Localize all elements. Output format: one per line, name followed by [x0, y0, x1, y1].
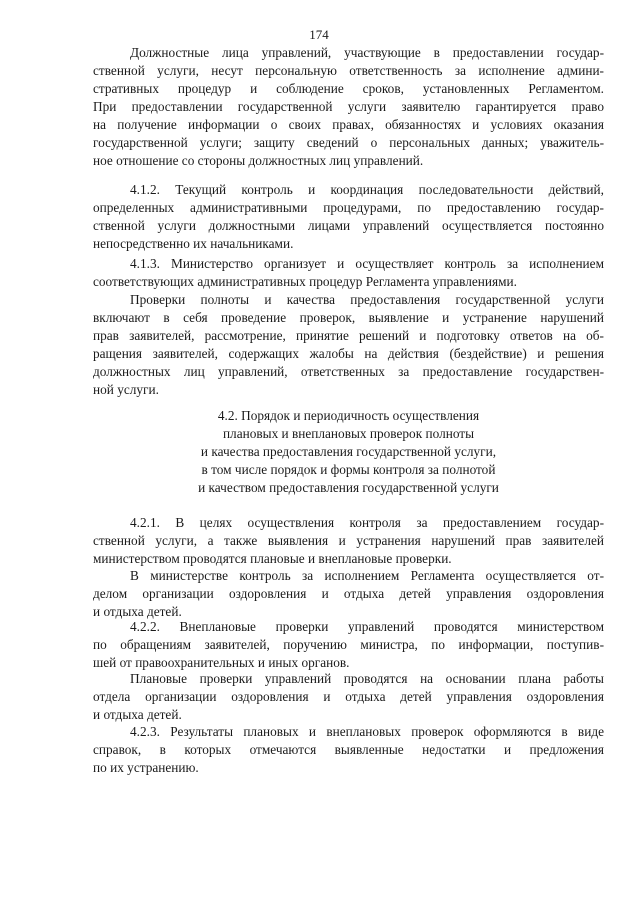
text-line: и отдыха детей. [93, 707, 182, 722]
text-line: должностных лиц управлений, ответственных за предоставление государствен- [93, 364, 604, 379]
text-line: государственной услуги; защиту сведений о персональных данных; уважитель- [93, 135, 604, 150]
text-line: по их устранению. [93, 760, 199, 775]
paragraph-4-2-3 [93, 723, 604, 777]
page-number: 174 [309, 27, 329, 42]
paragraph-4-2-2 [93, 618, 604, 672]
text-line: прав заявителей, рассмотрение, принятие решений и подготовку ответов на об- [93, 328, 604, 343]
paragraph-4-1-3 [93, 255, 604, 291]
text-line: соответствующих административных процедур Регламента управлениями. [93, 274, 517, 289]
heading-line: плановых и внеплановых проверок полноты [222, 426, 475, 441]
text-line: и отдыха детей. [93, 604, 182, 619]
text-line: 4.2.1. В целях осуществления контроля за предоставлением государ- [130, 515, 604, 530]
heading-line: 4.2. Порядок и периодичность осуществления [217, 408, 480, 423]
heading-line: и качества предоставления государственной услуги, [200, 444, 497, 459]
text-line: Должностные лица управлений, участвующие в предоставлении государ- [130, 45, 604, 60]
paragraph-4-1-2 [93, 181, 604, 253]
text-line: делом организации оздоровления и отдыха детей управления оздоровления [93, 586, 604, 601]
text-line: 4.2.3. Результаты плановых и внеплановых проверок оформляются в виде [130, 724, 604, 739]
text-line: Плановые проверки управлений проводятся на основании плана работы [130, 671, 604, 686]
section-heading-4-2 [93, 407, 604, 497]
text-line: В министерстве контроль за исполнением Регламента осуществляется от- [130, 568, 604, 583]
text-line: ное отношение со стороны должностных лиц управлений. [93, 153, 424, 168]
text-line: ращения заявителей, содержащих жалобы на действия (бездействие) и решения [93, 346, 604, 361]
text-line: 4.1.3. Министерство организует и осуществляет контроль за исполнением [130, 256, 604, 271]
text-line: отдела организации оздоровления и отдыха детей управления оздоровления [93, 689, 604, 704]
text-line: определенных административными процедурами, по предоставлению государ- [93, 200, 604, 215]
paragraph-officials-responsibility [93, 44, 604, 170]
text-line: министерством проводятся плановые и внеплановые проверки. [93, 551, 452, 566]
text-line: 4.1.2. Текущий контроль и координация последовательности действий, [130, 182, 604, 197]
text-line: Проверки полноты и качества предоставления государственной услуги [130, 292, 604, 307]
text-line: на получение информации о своих правах, обязанностях и условиях оказания [93, 117, 604, 132]
text-line: ной услуги. [93, 382, 159, 397]
text-line: включают в себя проведение проверок, выявление и устранение нарушений [93, 310, 604, 325]
text-line: ственной услуги должностными лицами управлений осуществляется постоянно [93, 218, 604, 233]
heading-line: и качеством предоставления государственной услуги [198, 480, 499, 495]
text-line: шей от правоохранительных и иных органов. [93, 655, 350, 670]
text-line: стративных процедур и соблюдение сроков, установленных Регламентом. [93, 81, 604, 96]
paragraph-checks-scope [93, 291, 604, 399]
text-line: ственной услуги, а также выявления и устранения нарушений прав заявителей [93, 533, 604, 548]
text-line: 4.2.2. Внеплановые проверки управлений проводятся министерством [130, 619, 604, 634]
paragraph-planned-checks [93, 670, 604, 724]
paragraph-4-2-1 [93, 514, 604, 568]
text-line: справок, в которых отмечаются выявленные недостатки и предложения [93, 742, 604, 757]
text-line: ственной услуги, несут персональную ответственность за исполнение админи- [93, 63, 604, 78]
paragraph-ministry-control [93, 567, 604, 621]
text-line: по обращениям заявителей, поручению министра, по информации, поступив- [93, 637, 604, 652]
text-line: непосредственно их начальниками. [93, 236, 294, 251]
heading-line: в том числе порядок и формы контроля за полнотой [201, 462, 496, 477]
text-line: При предоставлении государственной услуги заявителю гарантируется право [93, 99, 604, 114]
